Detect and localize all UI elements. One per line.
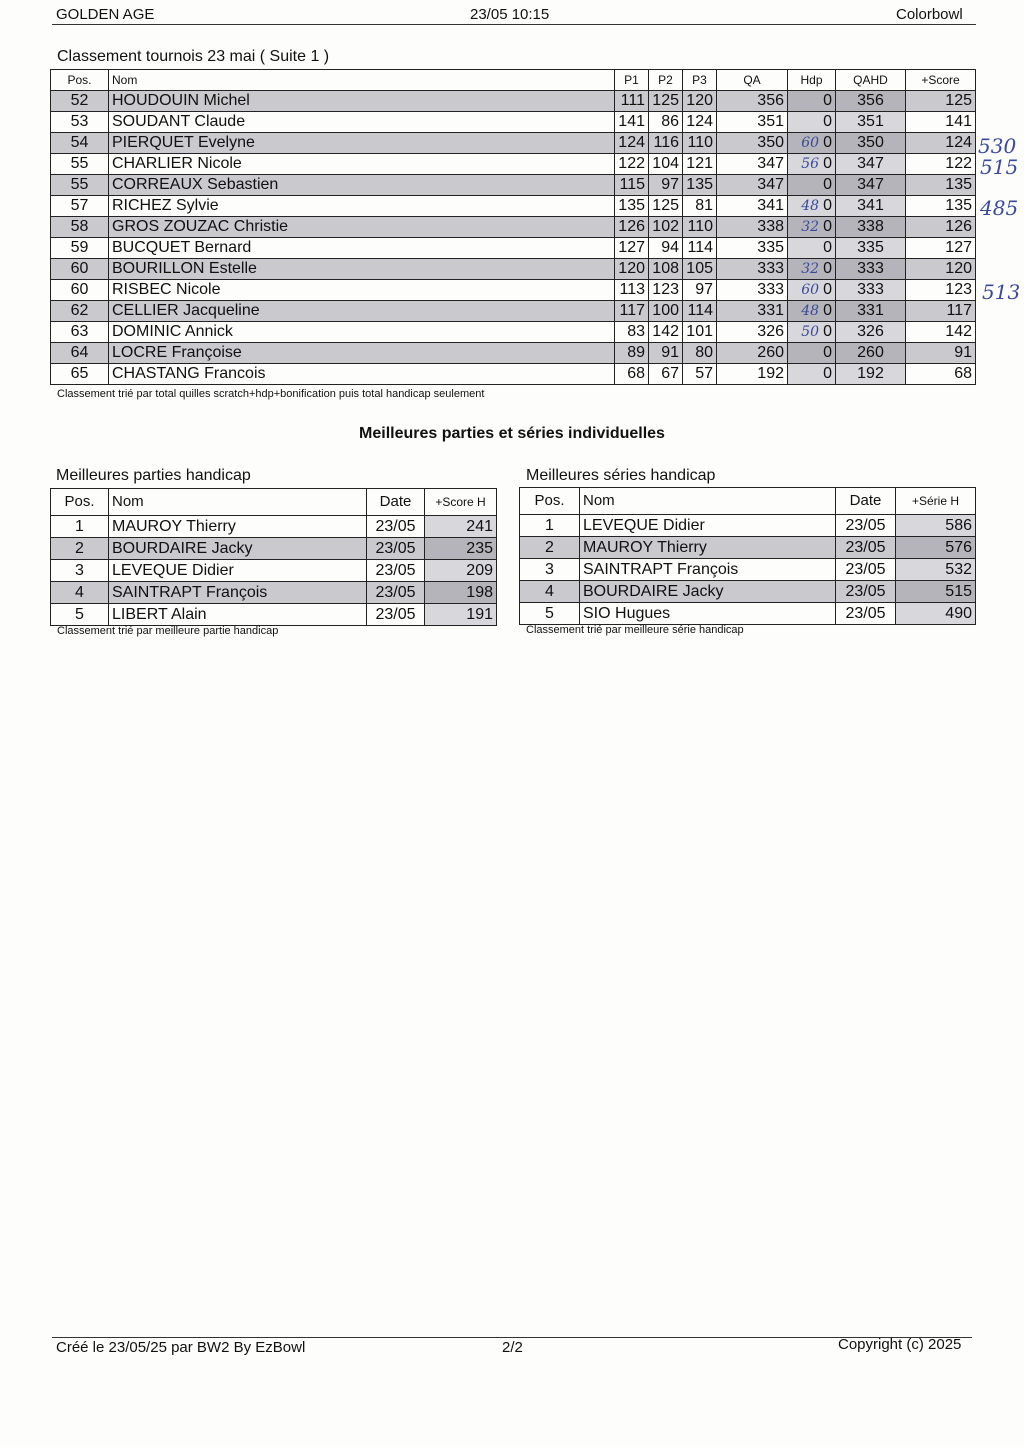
- cell-qa: 338: [717, 217, 788, 238]
- cell-score: 127: [906, 238, 976, 259]
- series-col-pos: Pos.: [520, 488, 580, 515]
- cell-qahd: 338: [836, 217, 906, 238]
- cell-p1: 115: [615, 175, 649, 196]
- cell-nom: DOMINIC Annick: [109, 322, 615, 343]
- cell-p3: 121: [683, 154, 717, 175]
- cell-date: 23/05: [836, 581, 896, 603]
- series-note: Classement trié par meilleure série handicap: [526, 624, 744, 636]
- cell-qahd: 333: [836, 280, 906, 301]
- handwritten-hdp: 60: [801, 282, 820, 298]
- cell-nom: MAUROY Thierry: [109, 516, 367, 538]
- cell-qahd: 331: [836, 301, 906, 322]
- cell-pos: 65: [51, 364, 109, 385]
- cell-hdp: [788, 238, 836, 259]
- cell-nom: BUCQUET Bernard: [109, 238, 615, 259]
- cell-value: 235: [425, 538, 497, 560]
- cell-p1: 113: [615, 280, 649, 301]
- cell-nom: CELLIER Jacqueline: [109, 301, 615, 322]
- footer-right: Copyright (c) 2025: [838, 1336, 962, 1353]
- cell-p1: 83: [615, 322, 649, 343]
- series-col-nom: Nom: [580, 488, 836, 515]
- handwritten-hdp: 32: [801, 261, 820, 277]
- cell-pos: 2: [51, 538, 109, 560]
- col-p2: P2: [649, 70, 683, 91]
- cell-value: 191: [425, 604, 497, 626]
- cell-qahd: 341: [836, 196, 906, 217]
- cell-hdp-value: 0: [823, 260, 832, 277]
- cell-nom: MAUROY Thierry: [580, 537, 836, 559]
- cell-qa: 356: [717, 91, 788, 112]
- cell-p3: 135: [683, 175, 717, 196]
- cell-hdp: [788, 217, 836, 238]
- cell-nom: RISBEC Nicole: [109, 280, 615, 301]
- table-row: [520, 581, 976, 603]
- parties-col-date: Date: [367, 489, 425, 516]
- cell-p3: 114: [683, 238, 717, 259]
- cell-p2: 91: [649, 343, 683, 364]
- cell-pos: 3: [51, 560, 109, 582]
- cell-nom: CORREAUX Sebastien: [109, 175, 615, 196]
- cell-p3: 97: [683, 280, 717, 301]
- table-row: [51, 516, 497, 538]
- cell-hdp: [788, 91, 836, 112]
- cell-p2: 67: [649, 364, 683, 385]
- cell-score: 91: [906, 343, 976, 364]
- col-p3: P3: [683, 70, 717, 91]
- cell-p2: 102: [649, 217, 683, 238]
- cell-score: 141: [906, 112, 976, 133]
- cell-hdp-value: 0: [823, 113, 832, 130]
- cell-value: 490: [896, 603, 976, 625]
- cell-p1: 141: [615, 112, 649, 133]
- cell-date: 23/05: [836, 515, 896, 537]
- cell-p1: 127: [615, 238, 649, 259]
- cell-nom: LIBERT Alain: [109, 604, 367, 626]
- cell-p1: 122: [615, 154, 649, 175]
- cell-nom: RICHEZ Sylvie: [109, 196, 615, 217]
- cell-p1: 126: [615, 217, 649, 238]
- classement-note: Classement trié par total quilles scratch+hdp+bonification puis total handicap seulement: [57, 388, 485, 400]
- cell-nom: SOUDANT Claude: [109, 112, 615, 133]
- cell-p2: 123: [649, 280, 683, 301]
- cell-hdp-value: 0: [823, 155, 832, 172]
- cell-hdp: [788, 112, 836, 133]
- series-title: Meilleures séries handicap: [526, 467, 716, 484]
- cell-nom: SIO Hugues: [580, 603, 836, 625]
- cell-p3: 80: [683, 343, 717, 364]
- cell-value: 515: [896, 581, 976, 603]
- cell-hdp: [788, 301, 836, 322]
- cell-hdp: [788, 364, 836, 385]
- cell-hdp-value: 0: [823, 323, 832, 340]
- table-row: [520, 559, 976, 581]
- cell-qa: 335: [717, 238, 788, 259]
- cell-nom: LEVEQUE Didier: [109, 560, 367, 582]
- cell-score: 68: [906, 364, 976, 385]
- table-row: [51, 217, 976, 238]
- cell-nom: PIERQUET Evelyne: [109, 133, 615, 154]
- parties-note: Classement trié par meilleure partie handicap: [57, 625, 279, 637]
- cell-value: 576: [896, 537, 976, 559]
- series-table: [519, 487, 976, 625]
- cell-pos: 55: [51, 154, 109, 175]
- cell-nom: HOUDOUIN Michel: [109, 91, 615, 112]
- cell-hdp-value: 0: [823, 92, 832, 109]
- col-pos: Pos.: [51, 70, 109, 91]
- table-row: [51, 301, 976, 322]
- cell-p2: 97: [649, 175, 683, 196]
- cell-date: 23/05: [836, 537, 896, 559]
- table-row: [51, 175, 976, 196]
- cell-pos: 57: [51, 196, 109, 217]
- cell-nom: LOCRE Françoise: [109, 343, 615, 364]
- cell-score: 135: [906, 175, 976, 196]
- cell-p1: 68: [615, 364, 649, 385]
- cell-p2: 125: [649, 196, 683, 217]
- table-row: [51, 322, 976, 343]
- cell-nom: CHARLIER Nicole: [109, 154, 615, 175]
- cell-pos: 62: [51, 301, 109, 322]
- cell-p2: 125: [649, 91, 683, 112]
- handwritten-hdp: 50: [801, 324, 820, 340]
- cell-pos: 55: [51, 175, 109, 196]
- cell-p2: 108: [649, 259, 683, 280]
- cell-value: 241: [425, 516, 497, 538]
- cell-date: 23/05: [367, 604, 425, 626]
- header-datetime: 23/05 10:15: [470, 6, 550, 23]
- cell-nom: GROS ZOUZAC Christie: [109, 217, 615, 238]
- cell-p3: 105: [683, 259, 717, 280]
- table-row: [520, 603, 976, 625]
- parties-title: Meilleures parties handicap: [56, 467, 251, 484]
- cell-hdp-value: 0: [823, 176, 832, 193]
- cell-hdp-value: 0: [823, 302, 832, 319]
- cell-hdp: [788, 259, 836, 280]
- cell-qa: 331: [717, 301, 788, 322]
- table-row: [520, 515, 976, 537]
- cell-pos: 63: [51, 322, 109, 343]
- cell-pos: 52: [51, 91, 109, 112]
- cell-qa: 260: [717, 343, 788, 364]
- cell-p3: 114: [683, 301, 717, 322]
- cell-p2: 104: [649, 154, 683, 175]
- cell-nom: BOURDAIRE Jacky: [580, 581, 836, 603]
- table-row: [51, 343, 976, 364]
- cell-score: 126: [906, 217, 976, 238]
- cell-pos: 1: [520, 515, 580, 537]
- footer-page: 2/2: [502, 1339, 523, 1356]
- cell-qahd: 351: [836, 112, 906, 133]
- margin-note-2: 515: [980, 155, 1019, 179]
- cell-pos: 4: [51, 582, 109, 604]
- cell-p3: 124: [683, 112, 717, 133]
- cell-p3: 57: [683, 364, 717, 385]
- cell-qa: 326: [717, 322, 788, 343]
- cell-hdp: [788, 133, 836, 154]
- cell-score: 117: [906, 301, 976, 322]
- cell-pos: 53: [51, 112, 109, 133]
- cell-pos: 1: [51, 516, 109, 538]
- cell-score: 120: [906, 259, 976, 280]
- cell-date: 23/05: [367, 538, 425, 560]
- col-qa: QA: [717, 70, 788, 91]
- cell-p1: 135: [615, 196, 649, 217]
- cell-hdp: [788, 154, 836, 175]
- parties-col-pos: Pos.: [51, 489, 109, 516]
- cell-p3: 110: [683, 133, 717, 154]
- cell-p2: 100: [649, 301, 683, 322]
- handwritten-hdp: 48: [801, 303, 820, 319]
- parties-col-nom: Nom: [109, 489, 367, 516]
- parties-table: [50, 488, 497, 626]
- cell-p1: 89: [615, 343, 649, 364]
- header-rule: [52, 24, 976, 25]
- cell-qahd: 333: [836, 259, 906, 280]
- cell-value: 198: [425, 582, 497, 604]
- col-p1: P1: [615, 70, 649, 91]
- cell-nom: SAINTRAPT François: [580, 559, 836, 581]
- cell-score: 122: [906, 154, 976, 175]
- margin-note-3: 485: [980, 196, 1019, 220]
- classement-title: Classement tournois 23 mai ( Suite 1 ): [57, 48, 330, 65]
- cell-p2: 94: [649, 238, 683, 259]
- cell-hdp-value: 0: [823, 281, 832, 298]
- cell-p3: 101: [683, 322, 717, 343]
- col-hdp: Hdp: [788, 70, 836, 91]
- cell-hdp: [788, 322, 836, 343]
- cell-date: 23/05: [836, 559, 896, 581]
- cell-date: 23/05: [367, 516, 425, 538]
- table-row: [51, 133, 976, 154]
- cell-p2: 142: [649, 322, 683, 343]
- cell-pos: 58: [51, 217, 109, 238]
- cell-qa: 351: [717, 112, 788, 133]
- cell-hdp: [788, 175, 836, 196]
- classement-table: [50, 69, 976, 385]
- cell-hdp-value: 0: [823, 218, 832, 235]
- cell-pos: 4: [520, 581, 580, 603]
- cell-p3: 81: [683, 196, 717, 217]
- cell-qa: 333: [717, 259, 788, 280]
- cell-p3: 120: [683, 91, 717, 112]
- cell-qa: 347: [717, 175, 788, 196]
- cell-p2: 86: [649, 112, 683, 133]
- meilleures-title: Meilleures parties et séries individuelles: [359, 425, 665, 442]
- table-row: [51, 560, 497, 582]
- handwritten-hdp: 56: [801, 156, 820, 172]
- table-row: [51, 196, 976, 217]
- cell-score: 124: [906, 133, 976, 154]
- cell-hdp: [788, 196, 836, 217]
- cell-score: 142: [906, 322, 976, 343]
- cell-pos: 64: [51, 343, 109, 364]
- cell-qahd: 356: [836, 91, 906, 112]
- cell-p3: 110: [683, 217, 717, 238]
- cell-nom: BOURILLON Estelle: [109, 259, 615, 280]
- table-row: [520, 537, 976, 559]
- cell-score: 125: [906, 91, 976, 112]
- header-right: Colorbowl: [896, 6, 963, 23]
- cell-date: 23/05: [367, 560, 425, 582]
- table-row: [51, 364, 976, 385]
- table-row: [51, 538, 497, 560]
- cell-date: 23/05: [836, 603, 896, 625]
- cell-value: 586: [896, 515, 976, 537]
- table-row: [51, 154, 976, 175]
- classement-header-row: [51, 70, 976, 91]
- footer-rule: [52, 1337, 972, 1338]
- cell-qahd: 335: [836, 238, 906, 259]
- cell-pos: 60: [51, 280, 109, 301]
- table-row: [51, 238, 976, 259]
- table-row: [51, 91, 976, 112]
- cell-qa: 192: [717, 364, 788, 385]
- cell-p2: 116: [649, 133, 683, 154]
- cell-qa: 350: [717, 133, 788, 154]
- cell-pos: 54: [51, 133, 109, 154]
- cell-hdp-value: 0: [823, 134, 832, 151]
- cell-score: 123: [906, 280, 976, 301]
- table-row: [51, 259, 976, 280]
- cell-hdp-value: 0: [823, 197, 832, 214]
- cell-hdp: [788, 343, 836, 364]
- col-qahd: QAHD: [836, 70, 906, 91]
- parties-header-row: [51, 489, 497, 516]
- series-header-row: [520, 488, 976, 515]
- cell-hdp-value: 0: [823, 365, 832, 382]
- cell-qa: 341: [717, 196, 788, 217]
- cell-hdp: [788, 280, 836, 301]
- cell-qahd: 347: [836, 175, 906, 196]
- footer-left: Créé le 23/05/25 par BW2 By EzBowl: [56, 1339, 306, 1356]
- cell-nom: SAINTRAPT François: [109, 582, 367, 604]
- series-col-score: +Série H: [896, 488, 976, 515]
- header-left: GOLDEN AGE: [56, 6, 155, 23]
- cell-p1: 124: [615, 133, 649, 154]
- table-row: [51, 582, 497, 604]
- cell-qahd: 260: [836, 343, 906, 364]
- cell-p1: 120: [615, 259, 649, 280]
- table-row: [51, 112, 976, 133]
- handwritten-hdp: 60: [801, 135, 820, 151]
- cell-qahd: 350: [836, 133, 906, 154]
- cell-score: 135: [906, 196, 976, 217]
- cell-pos: 2: [520, 537, 580, 559]
- col-nom: Nom: [109, 70, 615, 91]
- cell-hdp-value: 0: [823, 344, 832, 361]
- handwritten-hdp: 48: [801, 198, 820, 214]
- table-row: [51, 280, 976, 301]
- col-score: +Score: [906, 70, 976, 91]
- cell-pos: 3: [520, 559, 580, 581]
- cell-value: 532: [896, 559, 976, 581]
- cell-pos: 5: [520, 603, 580, 625]
- margin-note-4: 513: [982, 280, 1021, 304]
- cell-value: 209: [425, 560, 497, 582]
- cell-p1: 111: [615, 91, 649, 112]
- cell-pos: 59: [51, 238, 109, 259]
- cell-nom: LEVEQUE Didier: [580, 515, 836, 537]
- cell-hdp-value: 0: [823, 239, 832, 256]
- cell-qahd: 347: [836, 154, 906, 175]
- margin-note-1: 530: [978, 134, 1017, 158]
- cell-pos: 60: [51, 259, 109, 280]
- cell-nom: CHASTANG Francois: [109, 364, 615, 385]
- cell-date: 23/05: [367, 582, 425, 604]
- cell-nom: BOURDAIRE Jacky: [109, 538, 367, 560]
- cell-qa: 333: [717, 280, 788, 301]
- cell-qa: 347: [717, 154, 788, 175]
- cell-p1: 117: [615, 301, 649, 322]
- handwritten-hdp: 32: [801, 219, 820, 235]
- table-row: [51, 604, 497, 626]
- cell-qahd: 326: [836, 322, 906, 343]
- cell-pos: 5: [51, 604, 109, 626]
- parties-col-score: +Score H: [425, 489, 497, 516]
- series-col-date: Date: [836, 488, 896, 515]
- cell-qahd: 192: [836, 364, 906, 385]
